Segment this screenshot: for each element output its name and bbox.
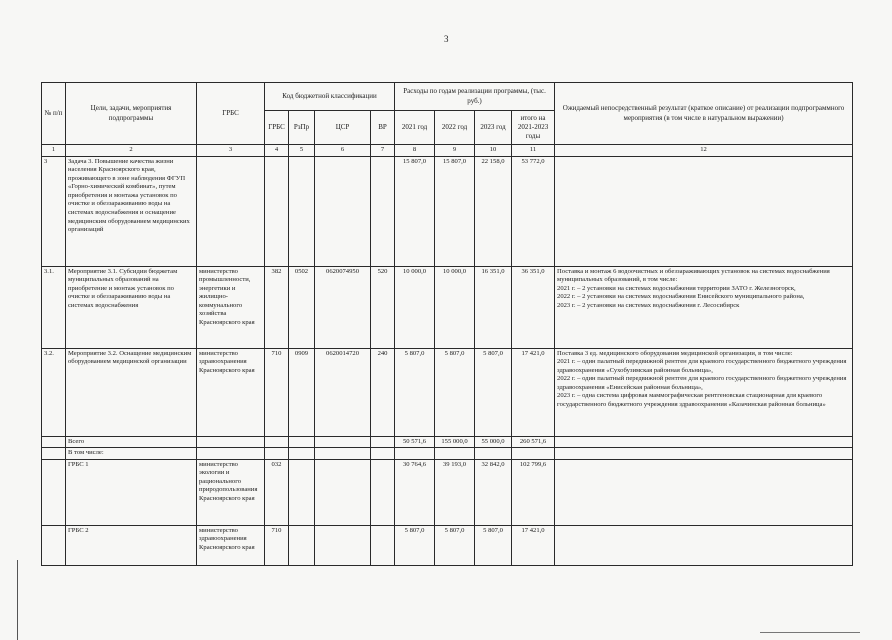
total-2021: 50 571,6: [395, 436, 435, 448]
row-total: 17 421,0: [512, 348, 555, 436]
column-number: 2: [66, 145, 197, 157]
header-kbk-rzpr: РзПр: [289, 111, 315, 145]
row-total: 53 772,0: [512, 156, 555, 266]
row-result: Поставка 3 ед. медицинского оборудования медицинской организации, в том числе: 2021 г. – один палатный передвижной рентген для краевого государственного бюджетного учреждения здравоохранения «Сухобузимская районная больница», 2022 г. – один палатный передвижной рентген для краевого государственного бюджетного учреждения здравоохранения «Енисейская районная больница», 2023 г. – одна система цифровая маммографическая рентгеновская стационарная для краевого государственного бюджетного учреждения здравоохранения «Казачинская районная больница»: [555, 348, 853, 436]
grbs-2022: 5 807,0: [435, 525, 475, 565]
row-grbs: министерство здравоохранения Красноярского края: [197, 348, 265, 436]
header-kbk-csr: ЦСР: [315, 111, 371, 145]
header-2023: 2023 год: [475, 111, 512, 145]
total-sum: 260 571,6: [512, 436, 555, 448]
row-2021: 10 000,0: [395, 266, 435, 348]
row-name: Задача 3. Повышение качества жизни населения Красноярского края, проживающего в зоне наблюдения ФГУП «Горно-химический комбинат», путем приобретения и монтажа установок по очистке и обеззараживанию воды на системах водоснабжения и оснащение медицинским оборудованием медицинских организаций: [66, 156, 197, 266]
header-kbk-grbs: ГРБС: [265, 111, 289, 145]
table-row: [42, 156, 853, 266]
column-number: 9: [435, 145, 475, 157]
grbs-code: 032: [265, 459, 289, 525]
row-no: 3: [42, 156, 66, 266]
row-rzpr: 0502: [289, 266, 315, 348]
grbs-row: [42, 459, 853, 525]
column-number: 8: [395, 145, 435, 157]
row-result: [555, 156, 853, 266]
row-no: 3.1.: [42, 266, 66, 348]
row-rzpr: [289, 156, 315, 266]
header-goals: Цели, задачи, мероприятия подпрограммы: [66, 83, 197, 145]
row-2021: 15 807,0: [395, 156, 435, 266]
row-2022: 5 807,0: [435, 348, 475, 436]
total-label: Всего: [66, 436, 197, 448]
grbs-total: 102 799,6: [512, 459, 555, 525]
column-number: 5: [289, 145, 315, 157]
column-number: 6: [315, 145, 371, 157]
including-row: [42, 448, 853, 460]
row-no: 3.2.: [42, 348, 66, 436]
subprogram-table: [41, 82, 853, 566]
column-number: 10: [475, 145, 512, 157]
header-kbk-group: Код бюджетной классификации: [265, 83, 395, 111]
table-row: [42, 348, 853, 436]
header-result: Ожидаемый непосредственный результат (краткое описание) от реализации подпрограммного мероприятия (в том числе в натуральном выражении): [555, 83, 853, 145]
row-grbs: [197, 156, 265, 266]
row-kbk-grbs: 710: [265, 348, 289, 436]
page-number: 3: [444, 34, 449, 44]
header-2022: 2022 год: [435, 111, 475, 145]
row-kbk-grbs: 382: [265, 266, 289, 348]
row-2023: 5 807,0: [475, 348, 512, 436]
including-label: В том числе:: [66, 448, 197, 460]
header-no: № п/п: [42, 83, 66, 145]
row-grbs: министерство промышленности, энергетики и жилищно-коммунального хозяйства Красноярского края: [197, 266, 265, 348]
row-csr: 0620074950: [315, 266, 371, 348]
row-2021: 5 807,0: [395, 348, 435, 436]
row-csr: [315, 156, 371, 266]
row-rzpr: 0909: [289, 348, 315, 436]
row-2023: 22 158,0: [475, 156, 512, 266]
column-number: 3: [197, 145, 265, 157]
total-no: [42, 436, 66, 448]
header-grbs: ГРБС: [197, 83, 265, 145]
grbs-2021: 30 764,6: [395, 459, 435, 525]
total-2022: 155 000,0: [435, 436, 475, 448]
total-2023: 55 000,0: [475, 436, 512, 448]
header-total: итого на 2021-2023 годы: [512, 111, 555, 145]
header-2021: 2021 год: [395, 111, 435, 145]
grbs-code: 710: [265, 525, 289, 565]
scan-mark: [760, 632, 860, 633]
grbs-label: ГРБС 1: [66, 459, 197, 525]
column-number: 7: [371, 145, 395, 157]
row-2023: 16 351,0: [475, 266, 512, 348]
row-csr: 0620014720: [315, 348, 371, 436]
column-number: 12: [555, 145, 853, 157]
grbs-row: [42, 525, 853, 565]
header-expenses-group: Расходы по годам реализации программы, (тыс. руб.): [395, 83, 555, 111]
header-kbk-vr: ВР: [371, 111, 395, 145]
row-vr: 240: [371, 348, 395, 436]
table-row: [42, 266, 853, 348]
total-row: [42, 436, 853, 448]
row-2022: 15 807,0: [435, 156, 475, 266]
row-kbk-grbs: [265, 156, 289, 266]
grbs-2022: 39 193,0: [435, 459, 475, 525]
grbs-2023: 5 807,0: [475, 525, 512, 565]
scan-edge-line: [17, 560, 18, 640]
row-2022: 10 000,0: [435, 266, 475, 348]
row-vr: [371, 156, 395, 266]
grbs-2021: 5 807,0: [395, 525, 435, 565]
grbs-name: министерство экологии и рационального природопользования Красноярского края: [197, 459, 265, 525]
grbs-2023: 32 842,0: [475, 459, 512, 525]
row-name: Мероприятие 3.2. Оснащение медицинским оборудованием медицинской организации: [66, 348, 197, 436]
grbs-label: ГРБС 2: [66, 525, 197, 565]
column-number: 4: [265, 145, 289, 157]
row-total: 36 351,0: [512, 266, 555, 348]
column-number: 11: [512, 145, 555, 157]
row-result: Поставка и монтаж 6 водоочистных и обеззараживающих установок на системах водоснабжения муниципальных образований, в том числе: 2021 г. – 2 установки на системах водоснабжения территории ЗАТО г. Железногорск, 2022 г. – 2 установки на системах водоснабжения Енисейского муниципального района, 2023 г. – 2 установки на системах водоснабжения г. Лесосибирск: [555, 266, 853, 348]
grbs-name: министерство здравоохранения Красноярского края: [197, 525, 265, 565]
grbs-total: 17 421,0: [512, 525, 555, 565]
column-number: 1: [42, 145, 66, 157]
column-number-row: [42, 145, 853, 157]
row-vr: 520: [371, 266, 395, 348]
row-name: Мероприятие 3.1. Субсидии бюджетам муниципальных образований на приобретение и монтаж установок по очистке и обеззараживанию воды на системах водоснабжения: [66, 266, 197, 348]
